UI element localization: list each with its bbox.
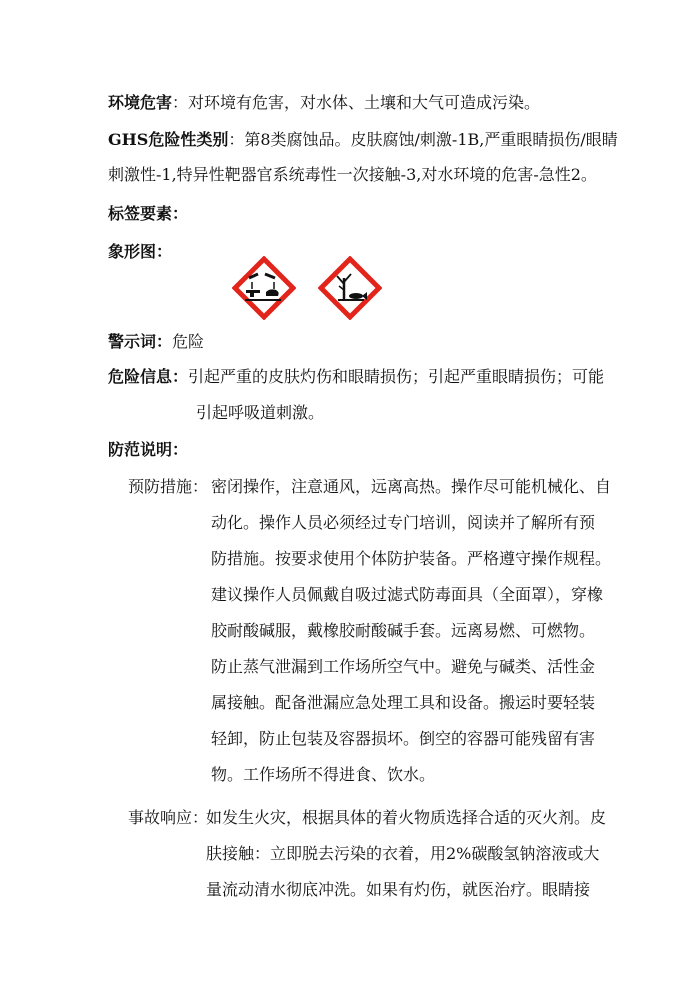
env-hazard-label: 环境危害 xyxy=(108,93,173,112)
response-line: 肤接触：立即脱去污染的衣着，用2%碳酸氢钠溶液或大 xyxy=(206,844,600,863)
prevention-line: 胶耐酸碱服，戴橡胶耐酸碱手套。远离易燃、可燃物。 xyxy=(211,621,596,640)
prevention-line: 物。工作场所不得进食、饮水。 xyxy=(211,765,436,784)
response-line: 量流动清水彻底冲洗。如果有灼伤，就医治疗。眼睛接 xyxy=(206,880,591,899)
prevention-line: 动化。操作人员必须经过专门培训，阅读并了解所有预 xyxy=(211,513,596,532)
signal-word-label: 警示词： xyxy=(108,332,173,351)
hazard-statements-label: 危险信息： xyxy=(108,367,189,386)
ghs-sep: ： xyxy=(228,130,245,149)
ghs-label: GHS危险性类别 xyxy=(108,130,229,149)
prevention-line: 密闭操作，注意通风，远离高热。操作尽可能机械化、自 xyxy=(211,477,612,496)
env-hazard-sep: ： xyxy=(172,93,189,112)
ghs-line-2: 刺激性-1,特异性靶器官系统毒性一次接触-3,对水环境的危害-急性2。 xyxy=(108,165,597,184)
hazard-statements-row xyxy=(108,367,604,387)
corrosion-pictogram-icon xyxy=(232,256,296,320)
hazard-statements-line-1: 引起严重的皮肤灼伤和眼睛损伤；引起严重眼睛损伤；可能 xyxy=(188,367,605,386)
response-label: 事故响应： xyxy=(128,808,209,827)
env-hazard-row xyxy=(108,93,540,113)
prevention-line: 轻卸，防止包装及容器损坏。倒空的容器可能残留有害 xyxy=(211,729,596,748)
response-line: 如发生火灾，根据具体的着火物质选择合适的灭火剂。皮 xyxy=(206,808,607,827)
ghs-row xyxy=(108,130,618,150)
ghs-line-1: 第8类腐蚀品。皮肤腐蚀/刺激-1B,严重眼睛损伤/眼睛 xyxy=(244,130,618,149)
signal-word-text: 危险 xyxy=(172,332,205,351)
prevention-line: 防措施。按要求使用个体防护装备。严格遵守操作规程。 xyxy=(211,549,612,568)
prevention-line: 防止蒸气泄漏到工作场所空气中。避免与碱类、活性金 xyxy=(211,657,596,676)
precautionary-heading: 防范说明： xyxy=(108,440,189,459)
pictograms-heading: 象形图： xyxy=(108,242,173,261)
prevention-line: 属接触。配备泄漏应急处理工具和设备。搬运时要轻装 xyxy=(211,693,596,712)
signal-word-row xyxy=(108,332,204,352)
env-hazard-text: 对环境有危害，对水体、土壤和大气可造成污染。 xyxy=(188,93,541,112)
hazard-statements-line-2: 引起呼吸道刺激。 xyxy=(196,403,325,422)
prevention-line: 建议操作人员佩戴自吸过滤式防毒面具（全面罩），穿橡 xyxy=(211,585,604,604)
prevention-label: 预防措施： xyxy=(128,477,209,496)
label-elements-heading: 标签要素： xyxy=(108,204,189,223)
environment-pictogram-icon xyxy=(318,256,382,320)
